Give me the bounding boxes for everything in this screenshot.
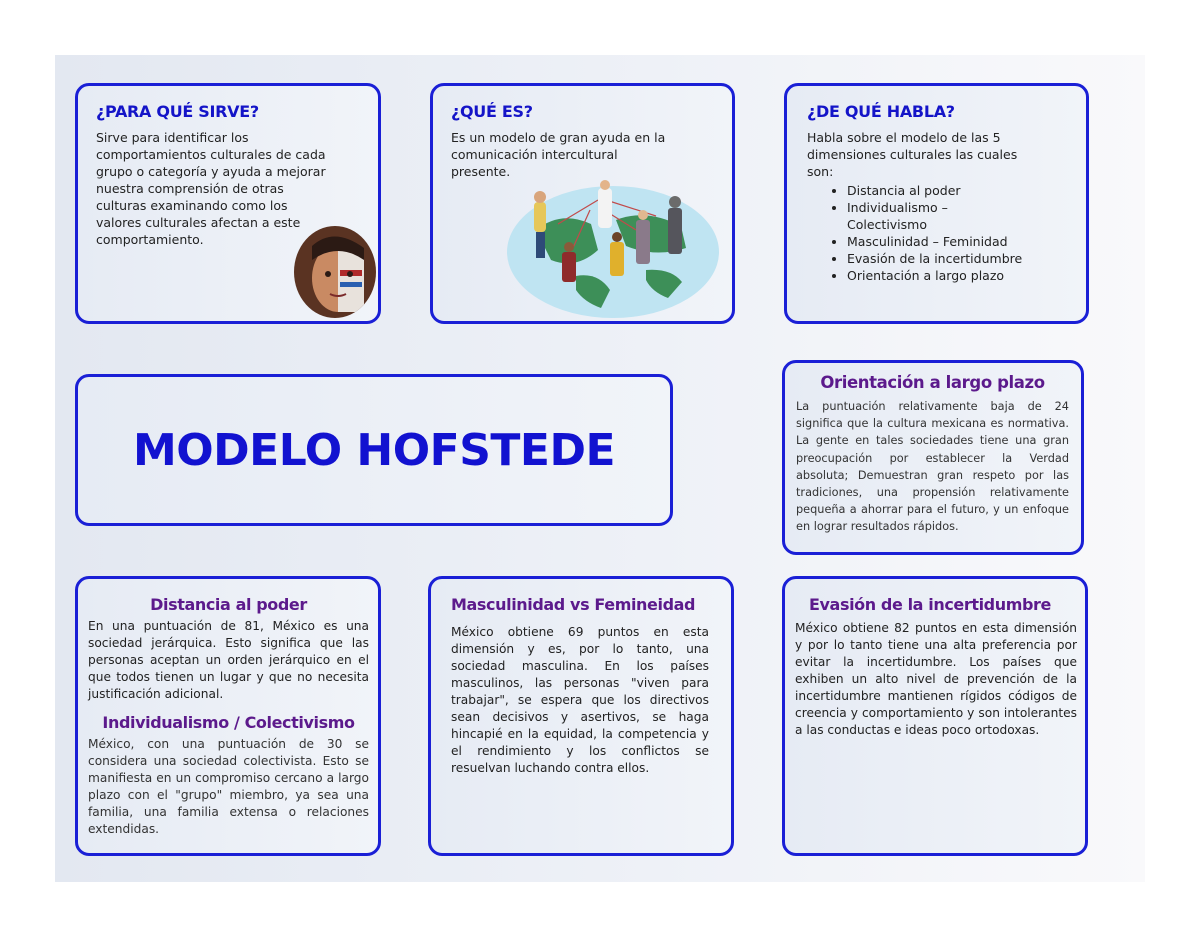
- masculinidad-body: México obtiene 69 puntos en esta dimensión y es, por lo tanto, una sociedad masculina. En los países masculinos, las personas "viven para trabajar", se espera que los directivos sean decisivos y asertivos, se haga hincapié en la equidad, la competencia y el rendimiento y los conflictos se resuelvan luchando contra ellos.: [451, 625, 709, 775]
- card-distancia-individualismo: [75, 576, 381, 856]
- distancia-heading: Distancia al poder: [150, 595, 307, 614]
- card-orientacion: [782, 360, 1084, 555]
- para-que-sirve-heading: ¿PARA QUÉ SIRVE?: [96, 102, 259, 121]
- de-que-habla-intro: Habla sobre el modelo de las 5 dimensiones culturales las cuales son:: [807, 130, 1018, 179]
- evasion-body: México obtiene 82 puntos en esta dimensión y por lo tanto tiene una alta preferencia por evitar la incertidumbre. Los países que exhiben un alto nivel de prevención de la incertidumbre mantienen rígidos códigos de creencia y comportamiento y son intolerantes a las conductas e ideas poco ortodoxas.: [795, 621, 1077, 737]
- individualismo-body: México, con una puntuación de 30 se considera una sociedad colectivista. Esto se manifiesta en un compromiso cercano a largo plazo con el "grupo" miembro, ya sea una familia, una familia extensa o relaciones extendidas.: [88, 737, 369, 836]
- dimension-item: • Evasión de la incertidumbre: [847, 250, 1068, 267]
- evasion-heading: Evasión de la incertidumbre: [809, 595, 1051, 614]
- dimensions-list: [807, 182, 1068, 284]
- card-title: [75, 374, 673, 526]
- intercultural-world-map: [506, 180, 720, 320]
- card-de-que-habla: [784, 83, 1089, 324]
- que-es-body: Es un modelo de gran ayuda en la comunicación intercultural presente.: [451, 130, 666, 179]
- card-masculinidad: [428, 576, 734, 856]
- orientacion-heading: Orientación a largo plazo: [820, 373, 1045, 392]
- dimension-item: • Orientación a largo plazo: [847, 267, 1068, 284]
- que-es-heading: ¿QUÉ ES?: [451, 102, 533, 121]
- dimension-item: • Individualismo – Colectivismo: [847, 199, 977, 233]
- face-paint-image: [294, 226, 376, 318]
- card-evasion: [782, 576, 1088, 856]
- card-para-que-sirve: [75, 83, 381, 324]
- distancia-body: En una puntuación de 81, México es una sociedad jerárquica. Esto significa que las personas aceptan un orden jerárquico en el que todos tienen un lugar y que no necesita justificación adicional.: [88, 619, 369, 701]
- face-illustration: [294, 226, 376, 318]
- de-que-habla-heading: ¿DE QUÉ HABLA?: [807, 102, 955, 121]
- card-que-es: [430, 83, 735, 324]
- individualismo-heading: Individualismo / Colectivismo: [102, 713, 355, 732]
- para-que-sirve-body: Sirve para identificar los comportamientos culturales de cada grupo o categoría y ayuda a mejorar nuestra comprensión de otras culturas examinando como los valores culturales afectan a este comportamiento.: [96, 130, 326, 247]
- masculinidad-heading: Masculinidad vs Femineidad: [451, 595, 696, 614]
- orientacion-body: La puntuación relativamente baja de 24 significa que la cultura mexicana es normativa. La gente en tales sociedades tiene una gran preocupación por establecer la Verdad absoluta; Demuestran gran respeto por las tradiciones, una propensión relativamente pequeña a ahorrar para el futuro, y un enfoque en lograr resultados rápidos.: [796, 400, 1069, 534]
- page-title: MODELO HOFSTEDE: [132, 425, 616, 476]
- dimension-item: • Distancia al poder: [847, 182, 1068, 199]
- dimension-item: • Masculinidad – Feminidad: [847, 233, 1068, 250]
